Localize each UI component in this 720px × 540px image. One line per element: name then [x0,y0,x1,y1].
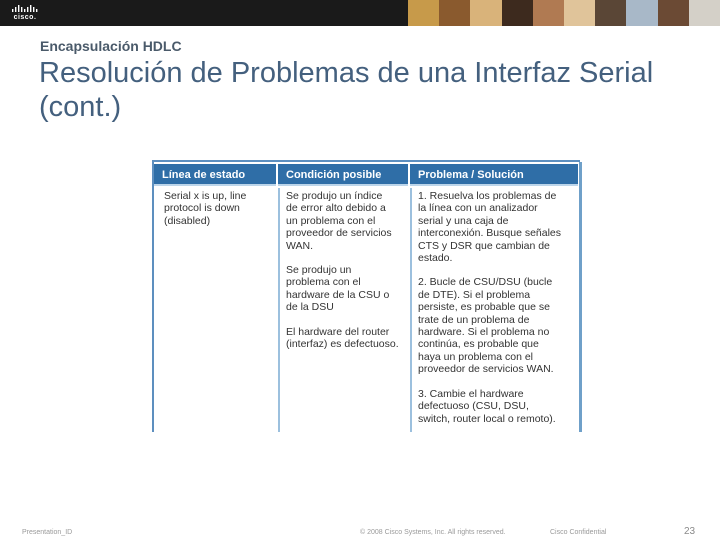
page-title: Resolución de Problemas de una Interfaz Serial (cont.) [39,57,654,123]
condition-item: Se produjo un índice de error alto debido a un problema con el proveedor de servicios WAN. [286,190,392,252]
solutions-cell [412,188,578,430]
status-line-text: Serial x is up, line protocol is down (disabled) [164,190,247,227]
solution-item: 1. Resuelva los problemas de la línea con un analizador serial y una caja de interconexión. Busque señales CTS y DSR que cambian de estado. [418,190,562,265]
status-line-cell [154,188,278,430]
header-problem-solution: Problema / Solución [410,164,578,186]
solution-item: 3. Cambie el hardware defectuoso (CSU, DSU, switch, router local o remoto). [418,387,556,425]
troubleshooting-table [152,160,580,432]
top-banner [0,0,720,26]
footer-copyright: © 2008 Cisco Systems, Inc. All rights reserved. [360,529,506,536]
condition-item: El hardware del router (interfaz) es defectuoso. [286,325,399,351]
section-kicker: Encapsulación HDLC [40,38,182,54]
header-possible-condition: Condición posible [278,164,408,186]
logo-wordmark: cisco. [13,14,37,21]
solution-item: 2. Bucle de CSU/DSU (bucle de DTE). Si el problema persiste, es probable que se trate de un problema de hardware. Si el problema no continúa, es probable que haya un problema con el proveedor de servicios WAN. [418,276,554,376]
footer-classification: Cisco Confidential [550,529,607,536]
table-header-row [154,164,578,188]
condition-item: Se produjo un problema con el hardware de la CSU o de la DSU [286,264,390,314]
footer-presentation-id: Presentation_ID [22,529,73,536]
header-status-line: Línea de estado [154,164,276,186]
conditions-cell [280,188,412,430]
header-photo-strip [408,0,720,26]
cisco-logo [8,4,42,22]
page-number: 23 [684,526,696,537]
